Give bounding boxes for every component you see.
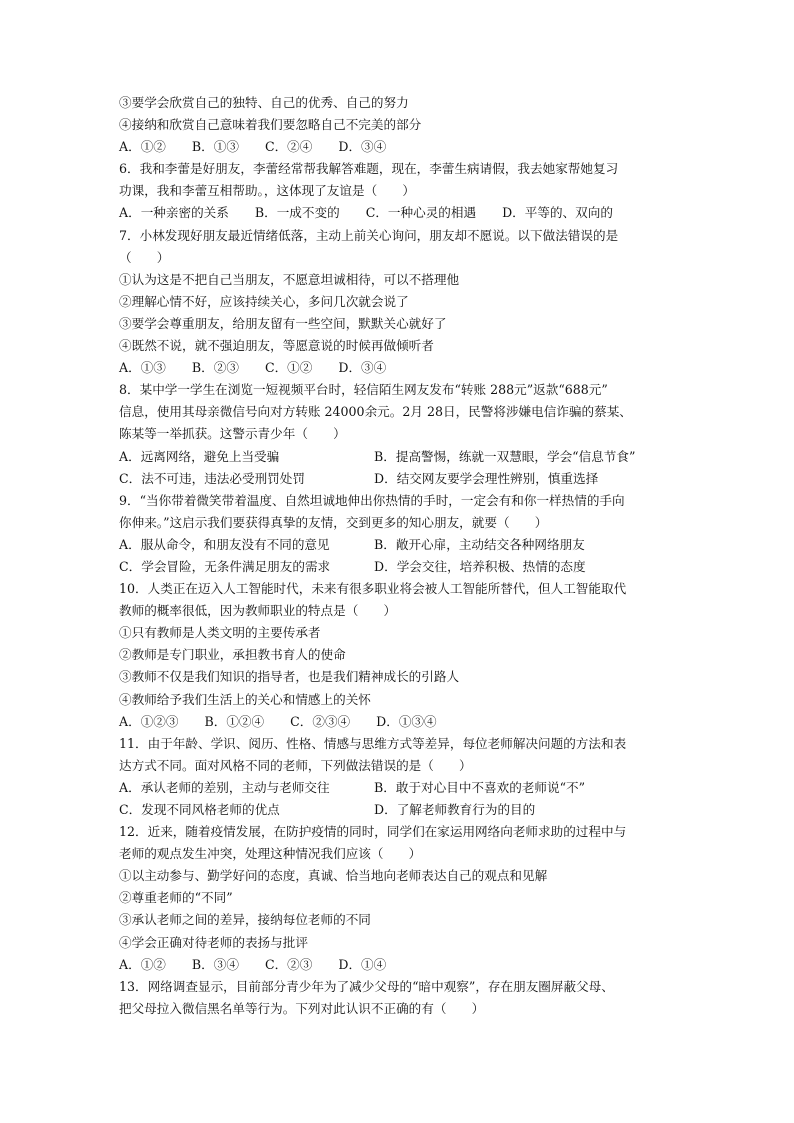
q9-options-row2 bbox=[119, 556, 679, 578]
q11-option-d: D．了解老师教育行为的目的 bbox=[374, 802, 536, 817]
q11-stem: 11．由于年龄、学识、阅历、性格、情感与思维方式等差异，每位老师解决问题的方法和表 bbox=[119, 735, 627, 751]
q5-options bbox=[119, 136, 679, 158]
q10-item-3: ③教师不仅是我们知识的指导者，也是我们精神成长的引路人 bbox=[119, 669, 460, 685]
q10-stem: 10．人类正在迈入人工智能时代，未来有很多职业将会被人工智能所替代，但人工智能取代 bbox=[119, 581, 627, 597]
q10-item-4: ④教师给予我们生活上的关心和情感上的关怀 bbox=[119, 691, 371, 707]
q11-options-row2 bbox=[119, 799, 679, 821]
q11-option-b: B．敢于对心目中不喜欢的老师说“不” bbox=[374, 779, 586, 795]
q7-item-3: ③要学会尊重朋友，给朋友留有一些空间，默默关心就好了 bbox=[119, 315, 447, 331]
q12-item-1: ①以主动参与、勤学好问的态度，真诚、恰当地向老师表达自己的观点和见解 bbox=[119, 868, 548, 884]
q12-item-4: ④学会正确对待老师的表扬与批评 bbox=[119, 934, 308, 950]
q13-stem: 13．网络调查显示，目前部分青少年为了减少父母的“暗中观察”，存在朋友圈屏蔽父母、 bbox=[119, 978, 614, 994]
q11-option-a: A．承认老师的差别，主动与老师交往 bbox=[119, 779, 330, 795]
q9-option-c: C．学会冒险，无条件满足朋友的需求 bbox=[119, 558, 331, 574]
q10-options bbox=[119, 711, 679, 733]
q8-option-a: A．远离网络，避免上当受骗 bbox=[119, 448, 280, 464]
q7-item-2: ②理解心情不好，应该持续关心，多问几次就会说了 bbox=[119, 293, 409, 309]
q8-stem-cont: 信息，使用其母亲微信号向对方转账 24000余元。2月 28日，民警将涉嫌电信诈骗的蔡某、 bbox=[119, 404, 632, 420]
q8-stem: 8．某中学一学生在浏览一短视频平台时，轻信陌生网友发布“转账 288元”返款“688元” bbox=[119, 382, 608, 398]
q9-option-b: B．敞开心扉，主动结交各种网络朋友 bbox=[374, 536, 585, 552]
q6-option-d: D．平等的、双向的 bbox=[502, 205, 613, 221]
q12-item-3: ③承认老师之间的差异，接纳每位老师的不同 bbox=[119, 912, 371, 928]
q7-option-b: B．②③ bbox=[191, 360, 239, 376]
q5-option-b: B．①③ bbox=[191, 139, 239, 155]
q10-item-1: ①只有教师是人类文明的主要传承者 bbox=[119, 625, 321, 641]
q9-options-row1 bbox=[119, 534, 679, 556]
q11-options-row1 bbox=[119, 777, 679, 799]
q6-stem: 6．我和李蕾是好朋友，李蕾经常帮我解答难题，现在，李蕾生病请假，我去她家帮她复习 bbox=[119, 161, 619, 177]
q10-option-b: B．①②④ bbox=[204, 713, 265, 729]
q7-option-c: C．①② bbox=[264, 360, 313, 376]
q10-option-a: A．①②③ bbox=[119, 713, 179, 729]
q9-stem-cont: 你伸来。”这启示我们要获得真挚的友情，交到更多的知心朋友，就要（ ） bbox=[119, 514, 548, 530]
q12-options bbox=[119, 954, 679, 976]
q12-option-a: A．①② bbox=[119, 956, 166, 972]
q10-option-c: C．②③④ bbox=[290, 713, 351, 729]
q6-stem-cont: 功课，我和李蕾互相帮助。，这体现了友谊是（ ） bbox=[119, 183, 415, 199]
exam-page bbox=[119, 92, 679, 1020]
q11-option-c: C．发现不同风格老师的优点 bbox=[119, 802, 280, 817]
q8-options-row2 bbox=[119, 468, 679, 490]
q11-stem-cont: 达方式不同。面对风格不同的老师，下列做法错误的是（ ） bbox=[119, 757, 472, 773]
q7-options bbox=[119, 357, 679, 379]
q8-option-d: D．结交网友要学会理性辨别，慎重选择 bbox=[374, 470, 599, 486]
q7-stem-cont: （ ） bbox=[119, 249, 170, 265]
q5-option-a: A．①② bbox=[119, 139, 166, 155]
q9-option-a: A．服从命令，和朋友没有不同的意见 bbox=[119, 536, 330, 552]
q7-item-4: ④既然不说，就不强迫朋友，等愿意说的时候再做倾听者 bbox=[119, 338, 434, 354]
q12-stem: 12．近来，随着疫情发展，在防护疫情的同时，同学们在家运用网络向老师求助的过程中与 bbox=[119, 824, 627, 840]
q12-option-b: B．③④ bbox=[191, 956, 239, 972]
q5-option-c: C．②④ bbox=[264, 139, 313, 155]
q13-stem-cont: 把父母拉入微信黑名单等行为。下列对此认识不正确的有（ ） bbox=[119, 1000, 485, 1016]
q10-item-2: ②教师是专门职业，承担教书育人的使命 bbox=[119, 647, 346, 663]
q8-option-b: B．提高警惕，练就一双慧眼，学会“信息节食” bbox=[374, 448, 636, 464]
q6-option-b: B．一成不变的 bbox=[254, 205, 340, 221]
q7-item-1: ①认为这是不把自己当朋友，不愿意坦诚相待，可以不搭理他 bbox=[119, 271, 460, 287]
q8-options-row1 bbox=[119, 446, 679, 468]
q6-option-a: A．一种亲密的关系 bbox=[119, 205, 229, 221]
q6-options bbox=[119, 202, 679, 224]
q8-stem-cont2: 陈某等一举抓获。这警示青少年（ ） bbox=[119, 426, 346, 442]
q12-stem-cont: 老师的观点发生冲突，处理这种情况我们应该（ ） bbox=[119, 846, 422, 862]
statement-4: ④接纳和欣赏自己意味着我们要忽略自己不完美的部分 bbox=[119, 117, 422, 133]
q9-stem: 9．“当你带着微笑带着温度、自然坦诚地伸出你热情的手时，一定会有和你一样热情的手向 bbox=[119, 492, 625, 508]
q12-option-c: C．②③ bbox=[264, 956, 313, 972]
q9-option-d: D．学会交往，培养积极、热情的态度 bbox=[374, 558, 586, 574]
q6-option-c: C．一种心灵的相遇 bbox=[365, 205, 477, 221]
q10-stem-cont: 教师的概率很低，因为教师职业的特点是（ ） bbox=[119, 603, 397, 619]
q8-option-c: C．法不可违，违法必受刑罚处罚 bbox=[119, 470, 305, 486]
q7-option-a: A．①③ bbox=[119, 360, 166, 376]
q7-option-d: D．③④ bbox=[338, 360, 387, 376]
q12-item-2: ②尊重老师的“不同” bbox=[119, 890, 233, 906]
q10-option-d: D．①③④ bbox=[376, 713, 437, 729]
q7-stem: 7．小林发现好朋友最近情绪低落，主动上前关心询问，朋友却不愿说。以下做法错误的是 bbox=[119, 227, 619, 243]
q12-option-d: D．①④ bbox=[338, 956, 387, 972]
q5-option-d: D．③④ bbox=[338, 139, 387, 155]
statement-3: ③要学会欣赏自己的独特、自己的优秀、自己的努力 bbox=[119, 95, 409, 110]
